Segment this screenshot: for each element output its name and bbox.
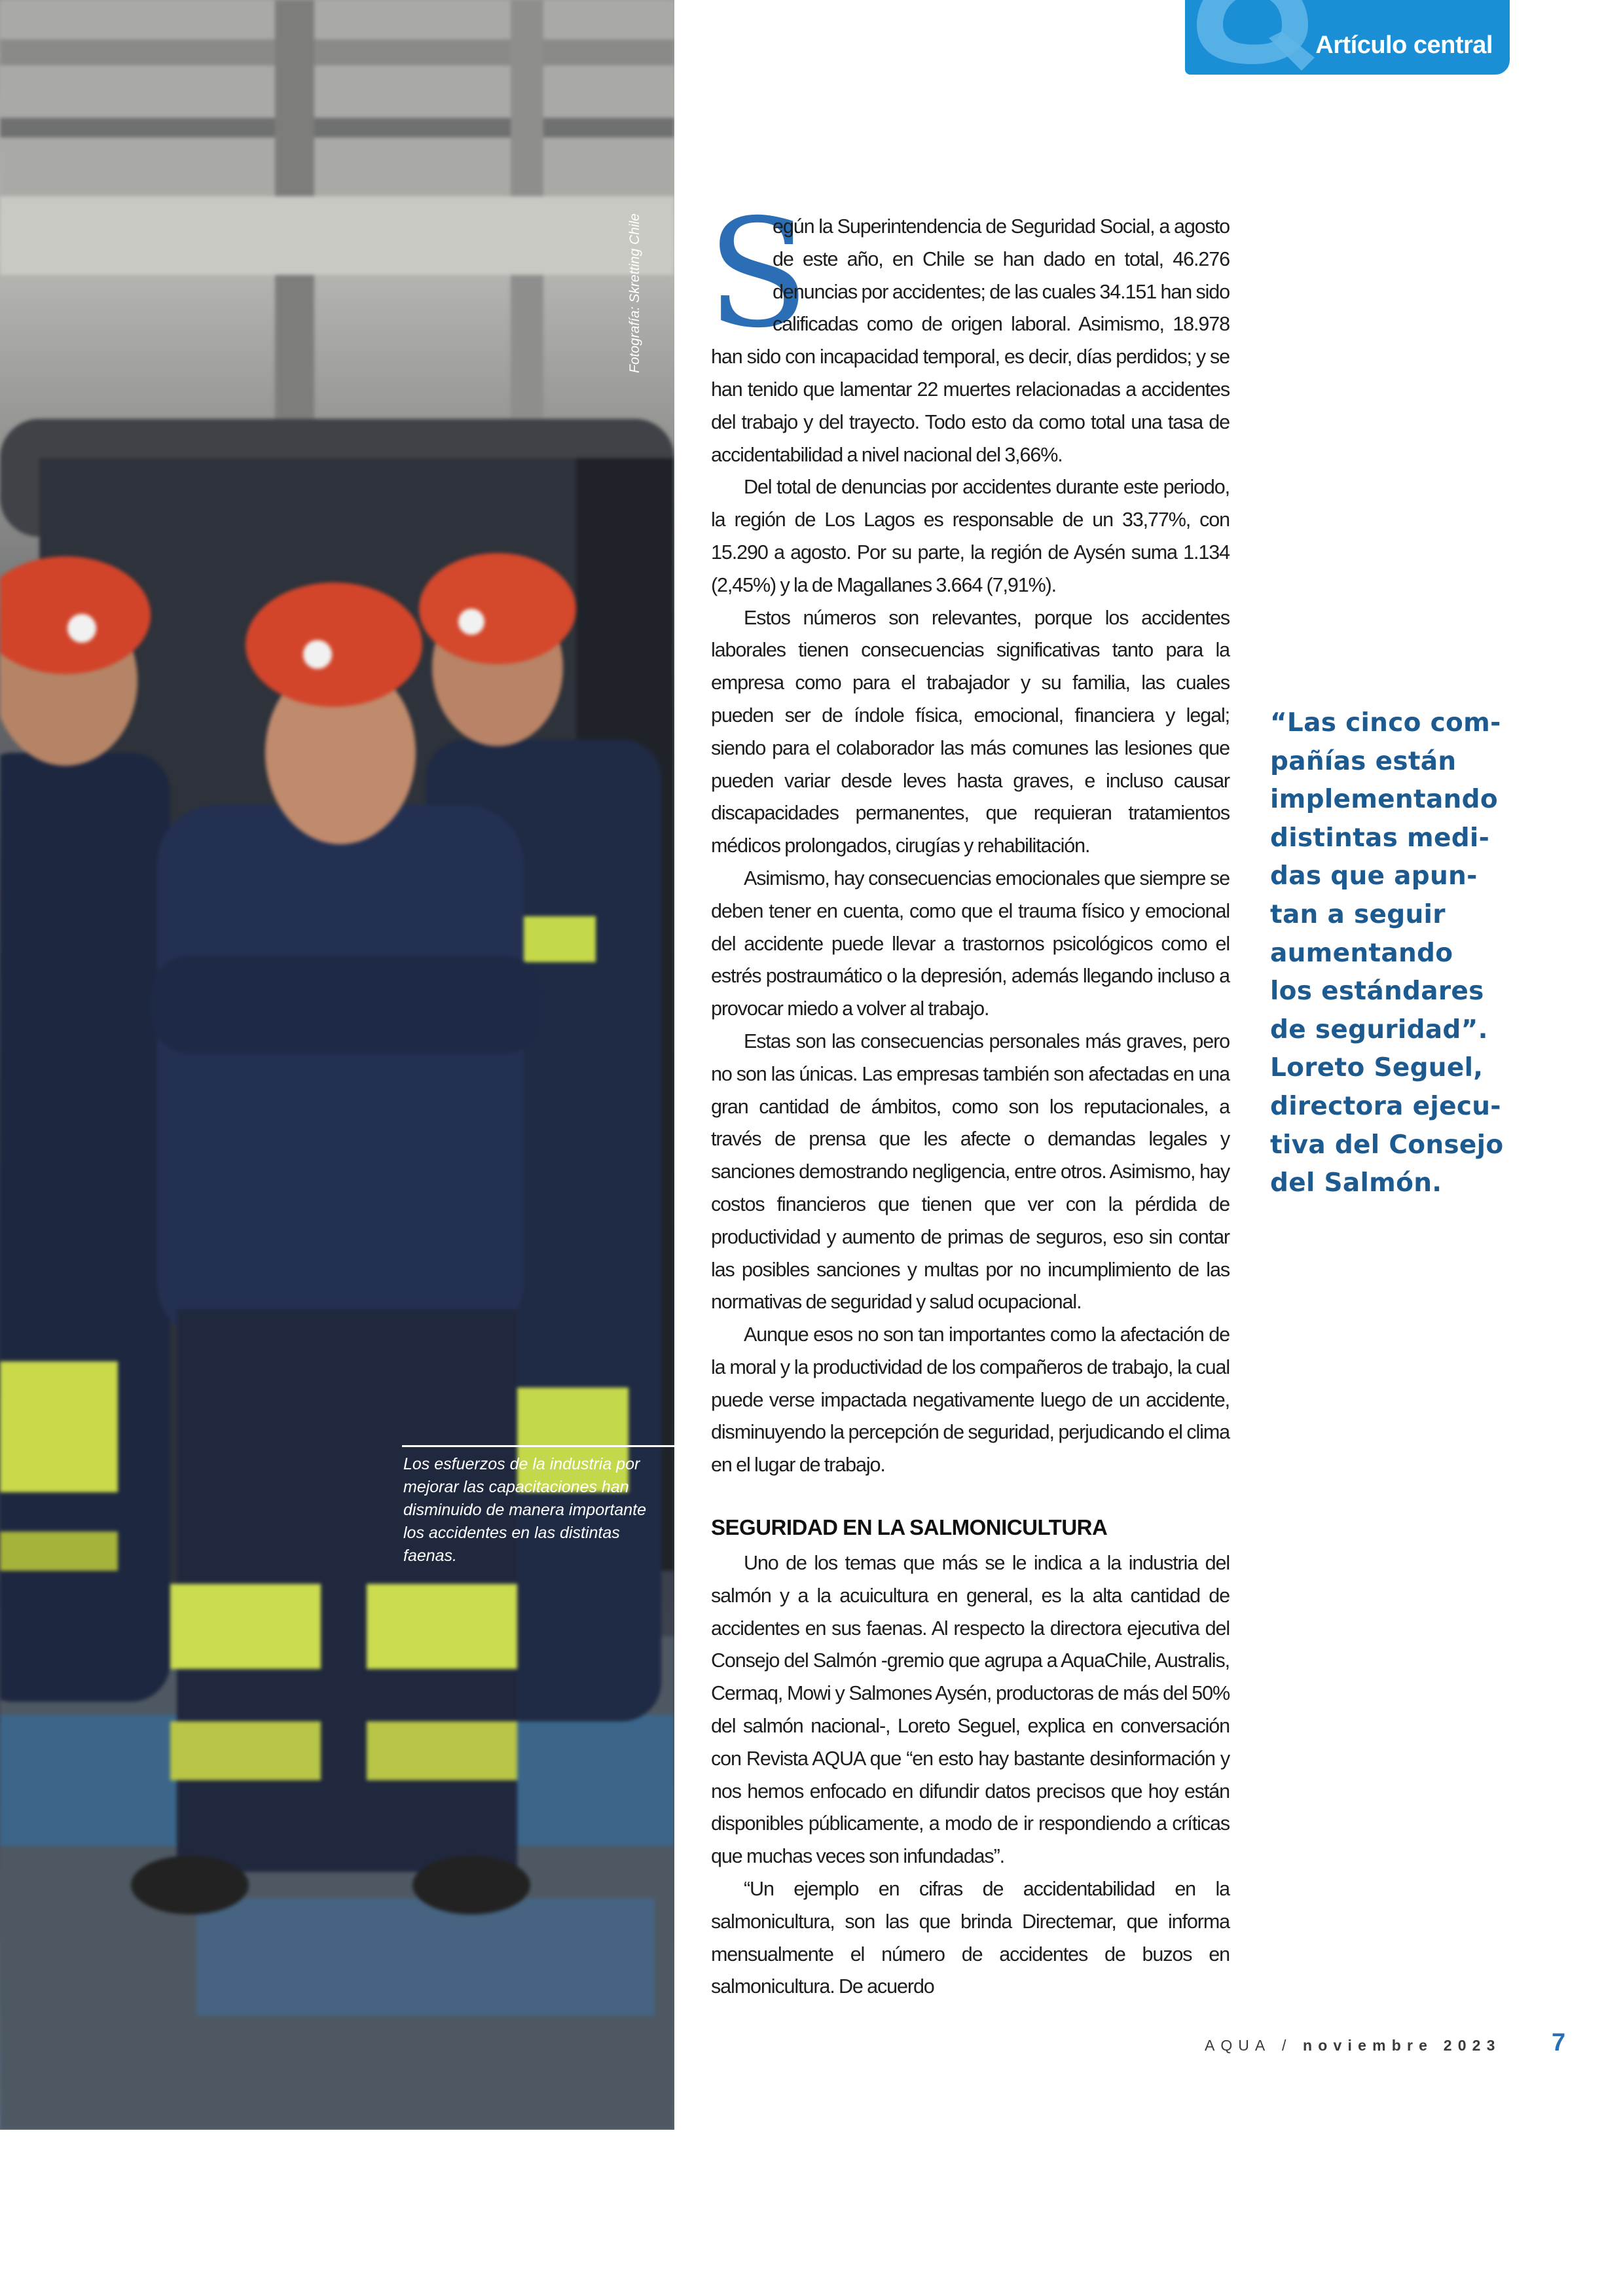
issue-date: noviembre 2023 [1303,2037,1501,2054]
pull-quote-line: tan a seguir [1270,899,1446,929]
workers-photo [0,0,674,2130]
pull-quote-line: pañías están [1270,746,1457,776]
article-body [707,187,1230,2003]
section-label: Artículo central [1315,31,1493,59]
drop-cap: S [707,187,809,361]
footer-separator: / [1282,2037,1286,2054]
section-q-icon [1190,0,1315,71]
pull-quote-line: distintas medi- [1270,823,1490,853]
pull-quote-line: directora ejecu- [1270,1091,1501,1121]
article-paragraph: Uno de los temas que más se le indica a la industria del salmón y a la acuicultura en general, es la alta cantidad de accidentes en sus faenas. Al respecto la directora ejecutiva del Consejo del Salmón -gremio que agrupa a AquaChile, Australis, Cermaq, Mowi y Salmones Aysén, productoras de más del 50% del salmón nacional-, Loreto Seguel, explica en conversación con Revista AQUA que “en esto hay bastante desinformación y nos hemos enfocado en difundir datos precisos que hoy están disponibles públicamente, a modo de ir respondiendo a críticas que muchas veces son infundadas”. [711,1552,1230,1868]
magazine-name: AQUA [1205,2037,1271,2054]
article-paragraph [707,187,1230,471]
pull-quote-line: del Salmón. [1270,1168,1442,1198]
photo-credit: Fotografía: Skretting Chile [627,213,642,373]
article-paragraph: Asimismo, hay consecuencias emocionales que siempre se deben tener en cuenta, como que el trauma físico y emocional del accidente puede llevar a trastornos psicológicos como el estrés postraumático o la depresión, además llegando incluso a provocar miedo a volver al trabajo. [711,867,1230,1020]
pull-quote-line: tiva del Consejo [1270,1130,1504,1160]
article-paragraph: Estos números son relevantes, porque los accidentes laborales tienen consecuencias significativas tanto para la empresa como para el trabajador y su familia, las cuales pueden ser de índole física, emocional, financiera y legal; siendo para el colaborador las más comunes las lesiones que pueden variar desde leves hasta graves, e incluso causar discapacidades permanentes, que requieran tratamientos médicos prolongados, cirugías y rehabilitación. [711,606,1230,857]
page-number: 7 [1552,2029,1566,2056]
pull-quote-line: das que apun- [1270,861,1478,891]
caption-divider [402,1445,674,1447]
pull-quote-line: de seguridad”. [1270,1014,1488,1045]
paragraph-text: egún la Superintendencia de Seguridad Social, a agosto de este año, en Chile se han dado en total, 46.276 denuncias por accidentes; de las cuales 34.151 han sido calificadas como de origen laboral. Asimismo, 18.978 han sido con incapacidad temporal, es decir, días perdidos; y se han tenido que lamentar 22 muertes relacionadas a accidentes del trabajo y del trayecto. Todo esto da como total una tasa de accidentabilidad a nivel nacional del 3,66%. [711,215,1230,466]
pull-quote-line: implementando [1270,785,1498,815]
workers-photo-illustration [0,0,674,2130]
article-paragraph: “Un ejemplo en cifras de accidentabilidad en la salmonicultura, son las que brinda Directemar, que informa mensualmente el número de accidentes de buzos en salmonicultura. De acuerdo [711,1878,1230,1998]
article-paragraph: Del total de denuncias por accidentes durante este periodo, la región de Los Lagos es responsable de un 33,77%, con 15.290 a agosto. Por su parte, la región de Aysén suma 1.134 (2,45%) y la de Magallanes 3.664 (7,91%). [711,476,1230,596]
pull-quote-line: Loreto Seguel, [1270,1053,1484,1083]
pull-quote-line: “Las cinco com- [1270,708,1501,738]
pull-quote-line: aumentando [1270,938,1453,968]
section-subheading: SEGURIDAD EN LA SALMONICULTURA [711,1515,1108,1540]
page-footer [1205,2029,1566,2062]
article-paragraph: Estas son las consecuencias personales más graves, pero no son las únicas. Las empresas también son afectadas en una gran cantidad de ámbitos, como son los reputacionales, a través de prensa que les afecte o demandas legales y sanciones demostrando negligencia, entre otros. Asimismo, hay costos financieros que tienen que ver con la pérdida de productividad y aumento de primas de seguros, eso sin contar las posibles sanciones y multas por no incumplimiento de las normativas de seguridad y salud ocupacional. [711,1030,1230,1314]
section-tab [1185,0,1510,75]
photo-caption: Los esfuerzos de la industria por mejorar las capacitaciones han disminuido de manera importante los accidentes en las distintas faenas. [403,1455,647,1565]
pull-quote-line: los estándares [1270,977,1484,1007]
pull-quote [1270,704,1506,1203]
article-paragraph: Aunque esos no son tan importantes como la afectación de la moral y la productividad de los compañeros de trabajo, la cual puede verse impactada negativamente luego de un accidente, disminuyendo la percepción de seguridad, perjudicando el clima en el lugar de trabajo. [711,1323,1230,1477]
